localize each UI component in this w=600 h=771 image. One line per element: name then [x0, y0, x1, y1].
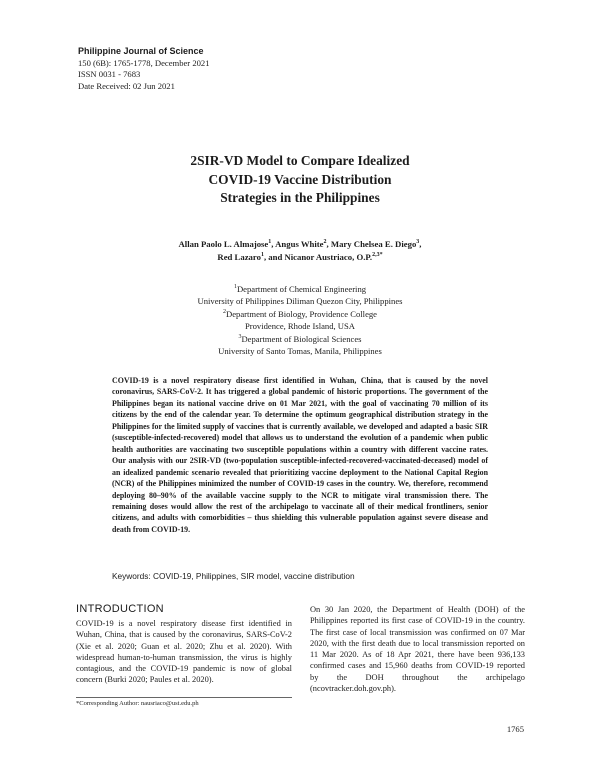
date-received: Date Received: 02 Jun 2021 [78, 80, 175, 91]
author-name: , Angus White [271, 239, 324, 249]
author-name: , and Nicanor Austriaco, O.P. [263, 252, 373, 263]
affiliation-department: Department of Biological Sciences [241, 333, 362, 344]
keywords: Keywords: COVID-19, Philippines, SIR model, vaccine distribution [112, 571, 355, 581]
author-name: Allan Paolo L. Almajose [178, 239, 269, 249]
footnote-divider [76, 697, 292, 698]
author-name: , Mary Chelsea E. Diego [326, 239, 417, 249]
author-affiliation-mark: 2 [323, 239, 327, 246]
author-affiliation-mark: 2,3* [372, 252, 383, 259]
affiliation-department: Department of Biology, Providence College [226, 308, 377, 319]
affiliation-institution: University of Santo Tomas, Manila, Philippines [218, 346, 382, 357]
page-number: 1765 [506, 724, 524, 734]
author-separator: , [419, 239, 422, 249]
paragraph: On 30 Jan 2020, the Department of Health (DOH) of the Philippines reported its first case of COVID-19 in the country. The first case of local transmission was confirmed on 07 Mar 2020, with the first death due to local transmission reported on 11 Mar 2020. As of 18 Apr 2021, there have been 936,133 confirmed cases and 15,960 deaths from COVID-19 reported by the DOH throughout the archipelago (ncovtracker.doh.gov.ph). [310, 605, 525, 694]
author-affiliation-mark: 1 [268, 239, 272, 246]
title-line: COVID-19 Vaccine Distribution [208, 171, 392, 187]
journal-name: Philippine Journal of Science [78, 46, 204, 56]
affiliations [90, 283, 510, 357]
abstract [112, 375, 488, 535]
affiliation-mark: 3 [238, 333, 242, 340]
journal-info [78, 46, 210, 92]
journal-issn: ISSN 0031 - 7683 [78, 69, 141, 80]
author-list [80, 238, 520, 264]
title-line: 2SIR-VD Model to Compare Idealized [190, 153, 410, 168]
affiliation-institution: University of Philippines Diliman Quezon City, Philippines [197, 296, 403, 307]
paper-title [80, 152, 520, 208]
corresponding-author-footnote: *Corresponding Author: nausriaco@ust.edu.ph [76, 700, 199, 707]
right-column [310, 604, 525, 694]
author-affiliation-mark: 3 [416, 239, 420, 246]
author-affiliation-mark: 1 [260, 252, 264, 259]
affiliation-institution: Providence, Rhode Island, USA [244, 321, 356, 332]
affiliation-mark: 2 [223, 308, 226, 315]
journal-issue: 150 (6B): 1765-1778, December 2021 [78, 57, 210, 68]
section-heading-introduction: INTRODUCTION [76, 603, 164, 615]
abstract-text: COVID-19 is a novel respiratory disease first identified in Wuhan, China, that is caused by the novel coronavirus, SARS-CoV-2. It has triggered a global pandemic of historic proportions. The government of the Philippines began its national vaccine drive on 01 Mar 2021, with the goal of vaccinating 70 million of its citizens by the end of the calendar year. To determine the optimum geographical distribution strategy in the Philippines for the limited supply of vaccines that is currently available, we developed and adapted a basic SIR (susceptible-infected-recovered) model that allows us to understand the evolution of a pandemic when public health authorities are vaccinating two susceptible populations within a country with different vaccine rates. Our analysis with our 2SIR-VD (two-population susceptible-infected-recovered-vaccinated-deceased) model of an idealized pandemic scenario revealed that prioritizing vaccine deployment to the National Capital Region (NCR) of the Philippines minimized the number of COVID-19 cases in the country. We, therefore, recommend deploying 80–90% of the available vaccine supply to the NCR to mitigate viral transmission there. The remaining doses would allow the rest of the archipelago to vaccinate all of their medical frontliners, senior citizens, and adults with comorbidities – thus shielding this vulnerable population against severe disease and death from COVID-19. [112, 376, 488, 534]
author-name: Red Lazaro [217, 252, 261, 263]
left-column [76, 603, 292, 686]
paragraph: COVID-19 is a novel respiratory disease first identified in Wuhan, China, that is caused by the coronavirus, SARS-CoV-2 (Xie et al. 2020; Guan et al. 2020; Zhu et al. 2020). With widespread human-to-human transmission, the virus is highly contagious, and the COVID-19 pandemic is now of global concern (Burki 2020; Paules et al. 2020). [76, 619, 292, 685]
affiliation-mark: 1 [233, 284, 237, 291]
title-line: Strategies in the Philippines [220, 190, 380, 205]
affiliation-department: Department of Chemical Engineering [236, 284, 367, 294]
